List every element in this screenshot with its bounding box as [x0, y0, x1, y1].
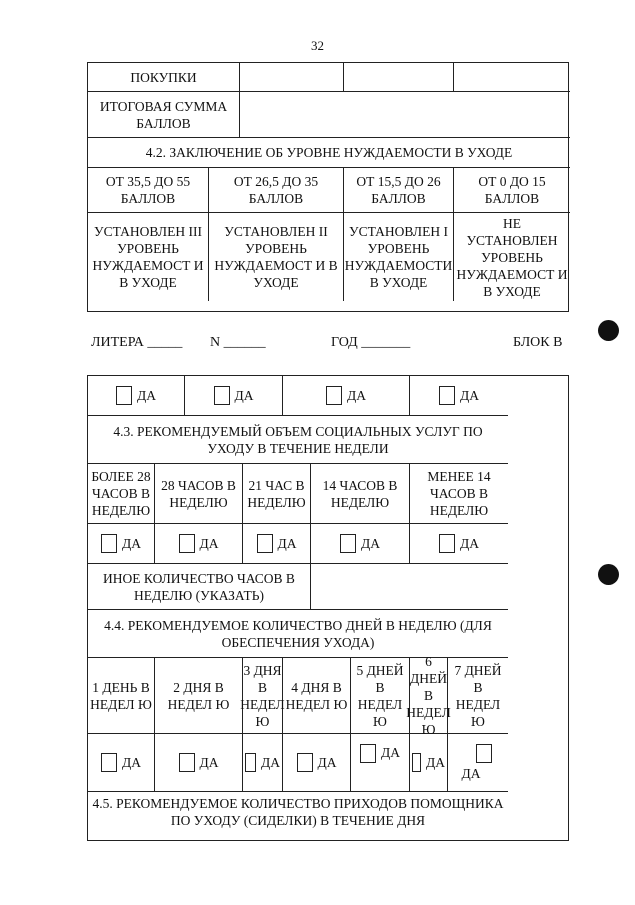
checkbox-icon[interactable] — [245, 753, 256, 772]
days-check-5[interactable] — [351, 734, 410, 792]
hours-check-5[interactable] — [410, 524, 508, 564]
days-check-1[interactable] — [88, 734, 155, 792]
days-option-4: 4 ДНЯ В НЕДЕЛ Ю — [283, 658, 351, 734]
service-volume-table — [87, 375, 569, 841]
section-4-2-title: 4.2. ЗАКЛЮЧЕНИЕ ОБ УРОВНЕ НУЖДАЕМОСТИ В УХОДЕ — [88, 138, 570, 168]
yes-label: ДА — [426, 755, 445, 770]
yes-label: ДА — [460, 536, 479, 551]
days-option-2: 2 ДНЯ В НЕДЕЛ Ю — [155, 658, 243, 734]
hours-option-4: 14 ЧАСОВ В НЕДЕЛЮ — [311, 464, 410, 524]
binder-hole-top — [598, 320, 619, 341]
need-level-table — [87, 62, 569, 312]
yes-label: ДА — [137, 388, 156, 403]
checkbox-icon[interactable] — [101, 534, 117, 553]
range-4: ОТ 0 ДО 15 БАЛЛОВ — [454, 168, 570, 213]
purchases-cell-2[interactable] — [344, 63, 454, 92]
yes-label: ДА — [381, 745, 400, 760]
days-option-5: 5 ДНЕЙ В НЕДЕЛ Ю — [351, 658, 410, 734]
total-score-field[interactable] — [240, 92, 570, 138]
checkbox-icon[interactable] — [257, 534, 273, 553]
binder-hole-bottom — [598, 564, 619, 585]
yes-label: ДА — [347, 388, 366, 403]
year-field[interactable]: ГОД _______ — [331, 335, 411, 350]
hours-check-1[interactable] — [88, 524, 155, 564]
hours-option-1: БОЛЕЕ 28 ЧАСОВ В НЕДЕЛЮ — [88, 464, 155, 524]
other-hours-field[interactable] — [311, 564, 508, 610]
yes-label: ДА — [361, 536, 380, 551]
checkbox-icon[interactable] — [214, 386, 230, 405]
hours-check-4[interactable] — [311, 524, 410, 564]
checkbox-icon[interactable] — [179, 753, 195, 772]
purchases-cell-1[interactable] — [240, 63, 344, 92]
purchases-label: ПОКУПКИ — [88, 63, 240, 92]
need-level-check-4[interactable] — [410, 376, 508, 416]
yes-label: ДА — [234, 388, 254, 403]
level-1: УСТАНОВЛЕН III УРОВЕНЬ НУЖДАЕМОСТ И В УХОДЕ — [88, 213, 209, 301]
section-4-3-title: 4.3. РЕКОМЕНДУЕМЫЙ ОБЪЕМ СОЦИАЛЬНЫХ УСЛУГ ПО УХОДУ В ТЕЧЕНИЕ НЕДЕЛИ — [88, 416, 508, 464]
yes-label: ДА — [122, 755, 141, 770]
days-option-7: 7 ДНЕЙ В НЕДЕЛ Ю — [448, 658, 508, 734]
total-score-label: ИТОГОВАЯ СУММА БАЛЛОВ — [88, 92, 240, 138]
checkbox-icon[interactable] — [101, 753, 117, 772]
range-2: ОТ 26,5 ДО 35 БАЛЛОВ — [209, 168, 344, 213]
purchases-cell-3[interactable] — [454, 63, 570, 92]
range-1: ОТ 35,5 ДО 55 БАЛЛОВ — [88, 168, 209, 213]
need-level-check-1[interactable] — [88, 376, 185, 416]
checkbox-icon[interactable] — [439, 386, 455, 405]
hours-check-2[interactable] — [155, 524, 243, 564]
checkbox-icon[interactable] — [179, 534, 195, 553]
yes-label: ДА — [317, 755, 337, 770]
checkbox-icon[interactable] — [326, 386, 342, 405]
checkbox-icon[interactable] — [360, 744, 376, 763]
yes-label: ДА — [261, 755, 280, 770]
yes-label: ДА — [199, 755, 219, 770]
hours-option-2: 28 ЧАСОВ В НЕДЕЛЮ — [155, 464, 243, 524]
litera-field[interactable]: ЛИТЕРА _____ — [91, 335, 183, 350]
need-level-check-2[interactable] — [185, 376, 283, 416]
hours-option-3: 21 ЧАС В НЕДЕЛЮ — [243, 464, 311, 524]
checkbox-icon[interactable] — [297, 753, 313, 772]
days-option-6: 6 ДНЕЙ В НЕДЕЛ Ю — [406, 654, 451, 737]
days-check-2[interactable] — [155, 734, 243, 792]
other-hours-label: ИНОЕ КОЛИЧЕСТВО ЧАСОВ В НЕДЕЛЮ (УКАЗАТЬ) — [88, 564, 311, 610]
checkbox-icon[interactable] — [340, 534, 356, 553]
days-check-6[interactable] — [410, 734, 448, 792]
need-level-check-3[interactable] — [283, 376, 410, 416]
page-number: 32 — [311, 38, 324, 53]
yes-label: ДА — [460, 388, 479, 403]
level-3: УСТАНОВЛЕН I УРОВЕНЬ НУЖДАЕМОСТИ В УХОДЕ — [344, 213, 454, 301]
level-2: УСТАНОВЛЕН II УРОВЕНЬ НУЖДАЕМОСТ И В УХОДЕ — [209, 213, 344, 301]
checkbox-icon[interactable] — [412, 753, 421, 772]
section-4-5-title: 4.5. РЕКОМЕНДУЕМОЕ КОЛИЧЕСТВО ПРИХОДОВ ПОМОЩНИКА ПО УХОДУ (СИДЕЛКИ) В ТЕЧЕНИЕ ДНЯ — [92, 796, 504, 828]
days-option-1: 1 ДЕНЬ В НЕДЕЛ Ю — [88, 658, 155, 734]
yes-label: ДА — [199, 536, 219, 551]
days-check-4[interactable] — [283, 734, 351, 792]
yes-label: ДА — [122, 536, 141, 551]
checkbox-icon[interactable] — [439, 534, 455, 553]
hours-check-3[interactable] — [243, 524, 311, 564]
yes-label: ДА — [461, 765, 481, 781]
days-option-3: 3 ДНЯ В НЕДЕЛ Ю — [243, 658, 283, 734]
number-field[interactable]: N ______ — [210, 335, 266, 350]
level-4: НЕ УСТАНОВЛЕН УРОВЕНЬ НУЖДАЕМОСТ И В УХОДЕ — [456, 215, 568, 299]
range-3: ОТ 15,5 ДО 26 БАЛЛОВ — [344, 168, 454, 213]
days-check-3[interactable] — [243, 734, 283, 792]
block-label: БЛОК В — [513, 335, 563, 350]
hours-option-5: МЕНЕЕ 14 ЧАСОВ В НЕДЕЛЮ — [410, 464, 508, 524]
yes-label: ДА — [277, 536, 297, 551]
days-check-7[interactable] — [448, 734, 508, 792]
section-4-4-title: 4.4. РЕКОМЕНДУЕМОЕ КОЛИЧЕСТВО ДНЕЙ В НЕДЕЛЮ (ДЛЯ ОБЕСПЕЧЕНИЯ УХОДА) — [88, 610, 508, 658]
checkbox-icon[interactable] — [476, 744, 492, 763]
checkbox-icon[interactable] — [116, 386, 132, 405]
